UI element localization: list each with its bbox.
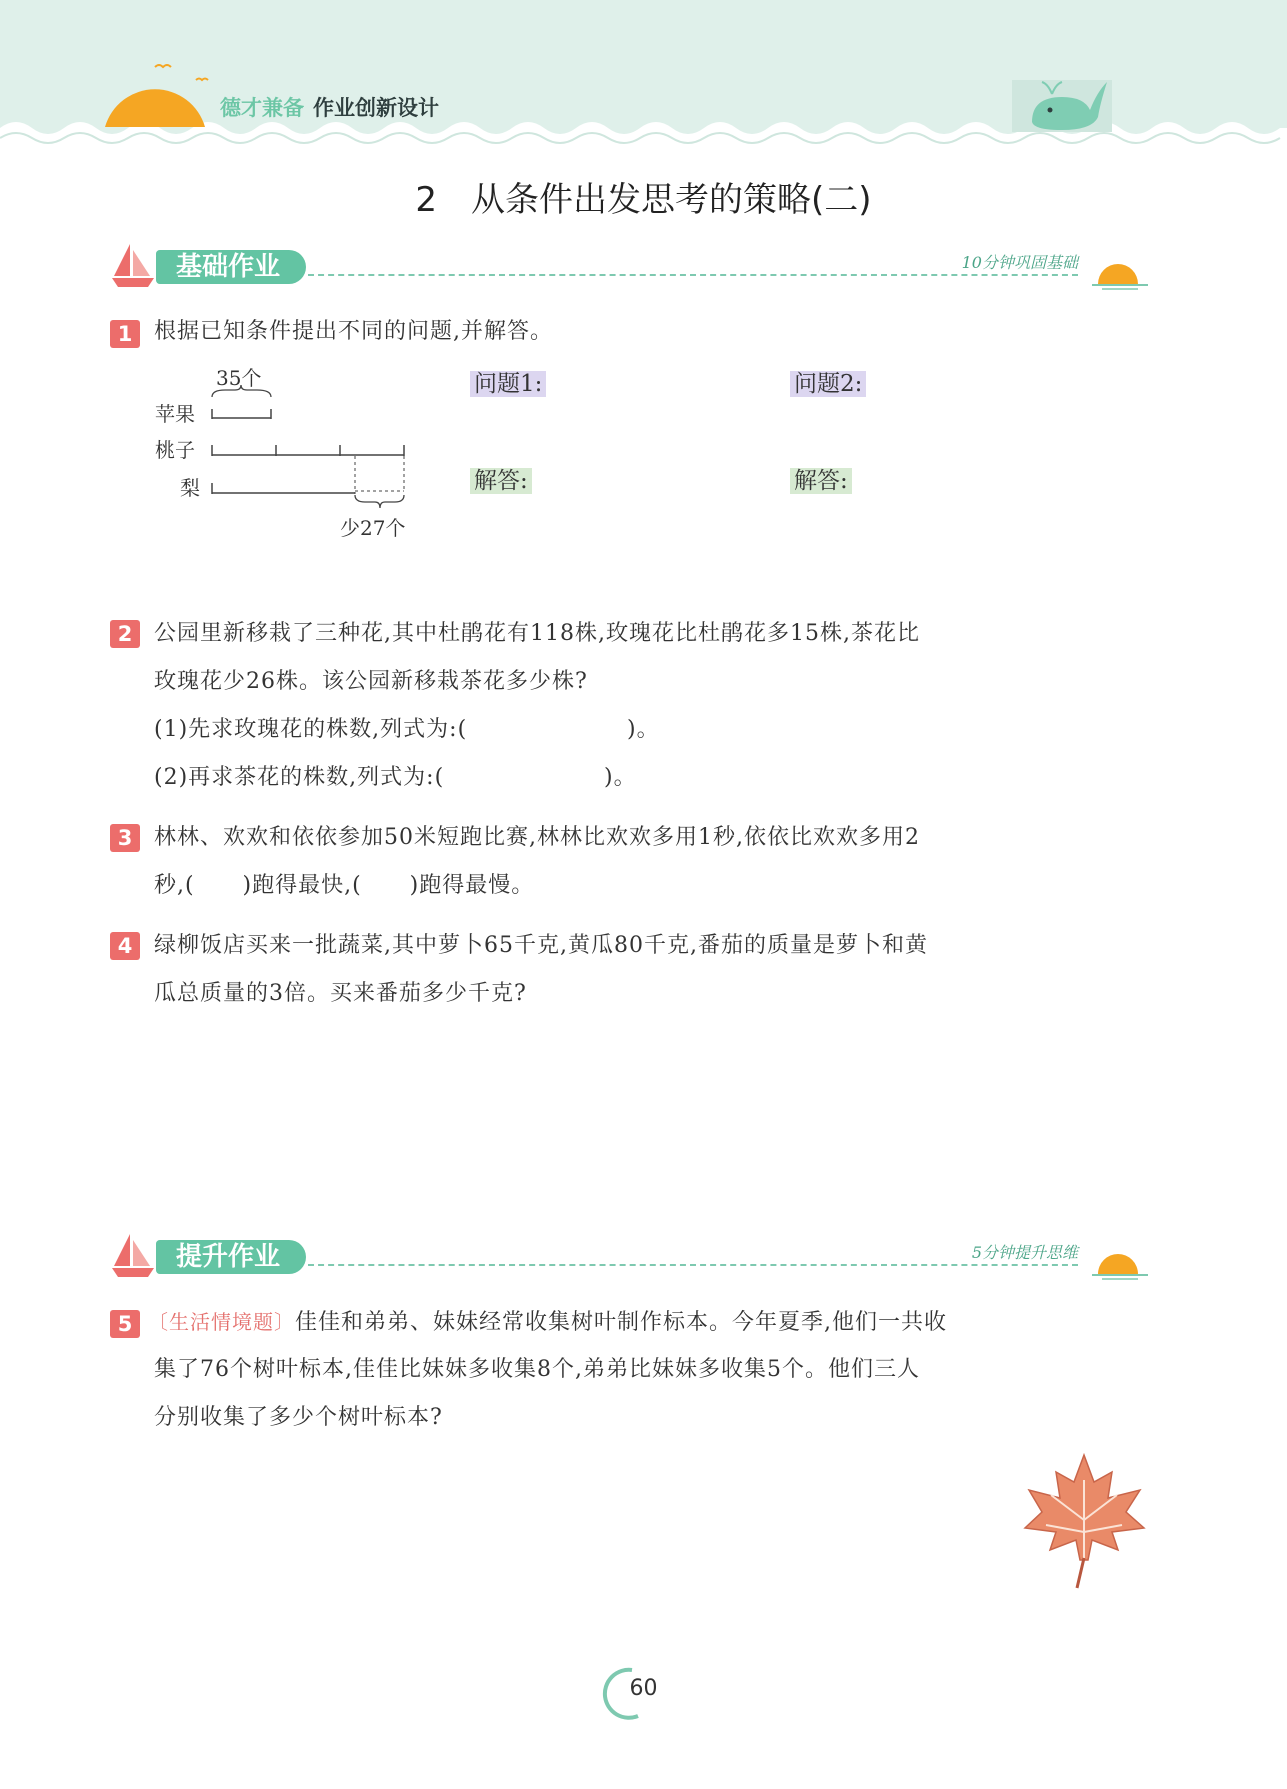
question-text: 绿柳饭店买来一批蔬菜,其中萝卜65千克,黄瓜80千克,番茄的质量是萝卜和黄 xyxy=(154,933,928,958)
diagram-label-apple: 苹果 xyxy=(155,402,195,426)
question-1-label: 问题1: xyxy=(470,365,546,398)
section-tab-basic: 基础作业 xyxy=(156,250,306,284)
question-text: 根据已知条件提出不同的问题,并解答。 xyxy=(154,319,553,344)
question-2-label: 问题2: xyxy=(790,365,866,398)
answer-1-label: 解答: xyxy=(470,462,532,495)
question-text: 瓜总质量的3倍。买来番茄多少千克? xyxy=(154,981,527,1006)
answer-2-label: 解答: xyxy=(790,462,852,495)
brand-name: 德才兼备 xyxy=(220,96,304,120)
sub-question: (2)再求茶花的株数,列式为:( )。 xyxy=(154,765,637,790)
section-header-basic xyxy=(108,240,1148,292)
question-text: 〔生活情境题〕佳佳和弟弟、妹妹经常收集树叶制作标本。今年夏季,他们一共收 xyxy=(148,1310,947,1335)
sun-icon xyxy=(1092,1244,1148,1280)
sailboat-icon xyxy=(108,1230,158,1280)
section-divider xyxy=(308,274,1078,276)
question-text: 林林、欢欢和依依参加50米短跑比赛,林林比欢欢多用1秒,依依比欢欢多用2 xyxy=(154,825,920,850)
diagram-label-pear: 梨 xyxy=(180,476,200,500)
sailboat-icon xyxy=(108,240,158,290)
sun-icon xyxy=(1092,254,1148,290)
section-divider xyxy=(308,1264,1078,1266)
diagram-label-peach: 桃子 xyxy=(155,438,195,462)
maple-leaf-icon xyxy=(1022,1450,1147,1590)
question-text: 公园里新移栽了三种花,其中杜鹃花有118株,玫瑰花比杜鹃花多15株,茶花比 xyxy=(154,621,920,646)
question-number: 2 xyxy=(110,620,140,648)
section-tab-advanced: 提升作业 xyxy=(156,1240,306,1274)
question-number: 3 xyxy=(110,824,140,852)
question-text: 分别收集了多少个树叶标本? xyxy=(154,1405,443,1430)
scenario-tag: 〔生活情境题〕 xyxy=(148,1310,295,1334)
whale-icon xyxy=(1012,72,1112,132)
line-segment-diagram xyxy=(205,385,420,515)
question-number: 1 xyxy=(110,320,140,348)
question-text: 秒,( )跑得最快,( )跑得最慢。 xyxy=(154,873,535,898)
diagram-note-bottom: 少27个 xyxy=(340,516,406,540)
brand-subtitle: 作业创新设计 xyxy=(313,96,439,120)
sub-question: (1)先求玫瑰花的株数,列式为:( )。 xyxy=(154,717,660,742)
question-text: 集了76个树叶标本,佳佳比妹妹多收集8个,弟弟比妹妹多收集5个。他们三人 xyxy=(154,1357,920,1382)
question-number: 5 xyxy=(110,1310,140,1338)
section-subtitle-basic: 10分钟巩固基础 xyxy=(961,253,1078,272)
page-number: 60 xyxy=(629,1676,658,1701)
question-text: 玫瑰花少26株。该公园新移栽茶花多少株? xyxy=(154,669,588,694)
sun-icon xyxy=(100,55,215,130)
page-title: 2 从条件出发思考的策略(二) xyxy=(415,180,872,220)
section-subtitle-advanced: 5分钟提升思维 xyxy=(971,1243,1078,1262)
question-number: 4 xyxy=(110,932,140,960)
section-header-advanced xyxy=(108,1230,1148,1282)
diagram-note-top: 35个 xyxy=(216,366,262,390)
